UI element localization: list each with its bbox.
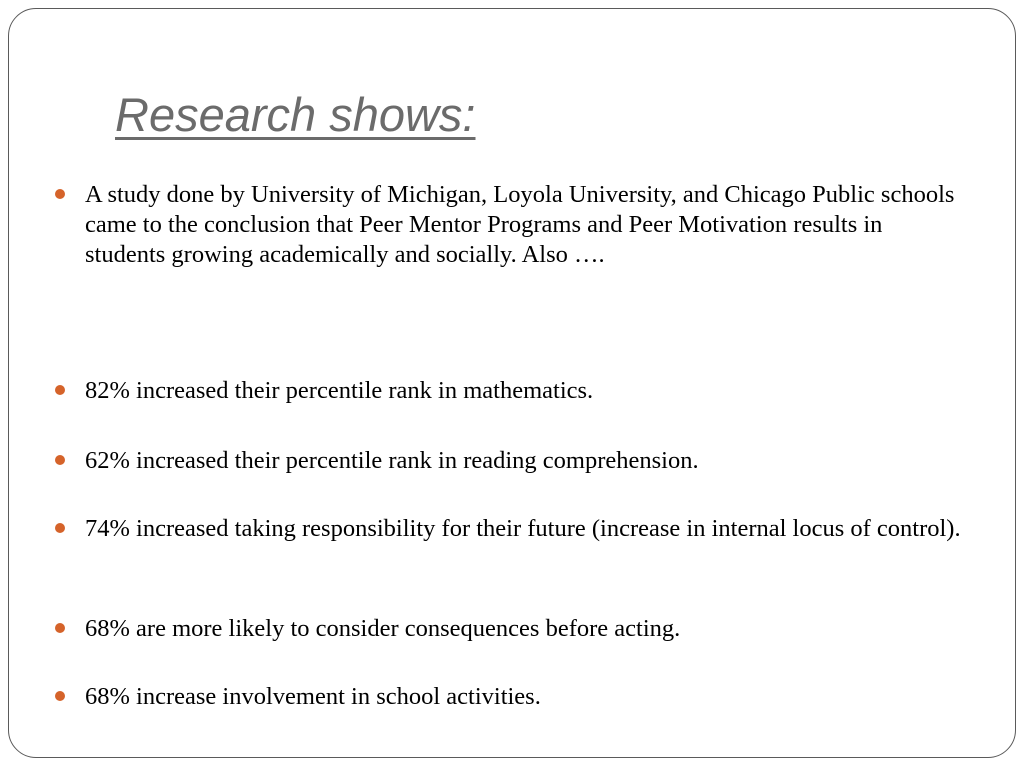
- bullet-text: 62% increased their percentile rank in reading comprehension.: [85, 447, 699, 474]
- bullet-item-responsibility: [55, 514, 965, 544]
- bullet-item-involvement: [55, 682, 965, 712]
- slide: [8, 8, 1016, 758]
- bullet-dot-icon: [55, 623, 65, 633]
- bullet-dot-icon: [55, 385, 65, 395]
- bullet-text: A study done by University of Michigan, Loyola University, and Chicago Public schools came to the conclusion that Peer Mentor Programs and Peer Motivation results in students growing academically and socially. Also ….: [85, 181, 955, 268]
- bullet-dot-icon: [55, 455, 65, 465]
- bullet-dot-icon: [55, 523, 65, 533]
- bullet-item-consequences: [55, 614, 965, 644]
- bullet-item-reading: [55, 446, 965, 476]
- bullet-dot-icon: [55, 189, 65, 199]
- bullet-item-study: [55, 180, 965, 270]
- bullet-text: 68% increase involvement in school activities.: [85, 683, 541, 710]
- bullet-text: 74% increased taking responsibility for their future (increase in internal locus of control).: [85, 515, 961, 542]
- bullet-item-mathematics: [55, 376, 965, 406]
- bullet-text: 82% increased their percentile rank in mathematics.: [85, 377, 594, 404]
- bullet-dot-icon: [55, 691, 65, 701]
- bullet-text: 68% are more likely to consider consequences before acting.: [85, 615, 681, 642]
- slide-title: Research shows:: [115, 88, 476, 141]
